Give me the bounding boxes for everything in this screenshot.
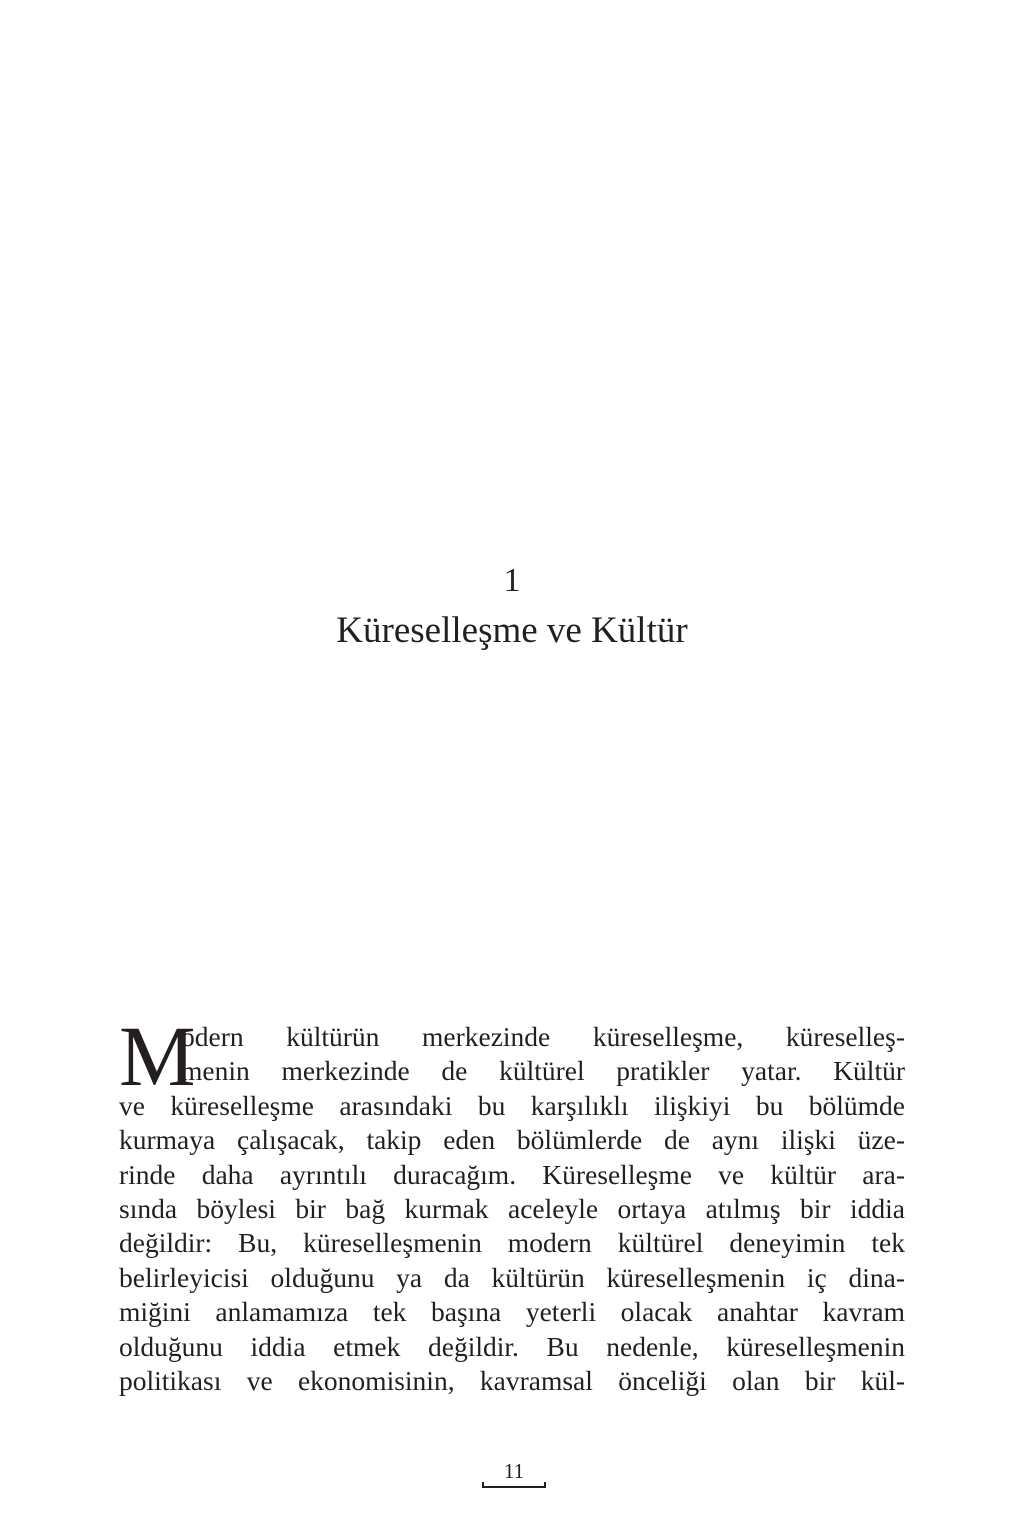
- drop-cap: M: [119, 1008, 196, 1104]
- page-number: 11: [503, 1459, 525, 1483]
- text-line: kurmaya çalışacak, takip eden bölümlerde de aynı ilişki üze-: [119, 1124, 905, 1156]
- body-paragraph: [119, 1008, 905, 1398]
- text-line: menin merkezinde de kültürel pratikler yatar. Kültür: [181, 1055, 905, 1087]
- text-line: rinde daha ayrıntılı duracağım. Küreselleşme ve kültür ara-: [119, 1158, 905, 1190]
- page-footer: [482, 1458, 546, 1488]
- text-line: odern kültürün merkezinde küreselleşme, küreselleş-: [181, 1021, 905, 1052]
- text-line: miğini anlamamıza tek başına yeterli olacak anahtar kavram: [119, 1296, 905, 1328]
- text-line: ve küreselleşme arasındaki bu karşılıklı ilişkiyi bu bölümde: [119, 1089, 905, 1121]
- text-line: sında böylesi bir bağ kurmak aceleyle ortaya atılmış bir iddia: [119, 1192, 905, 1224]
- page-number-rule: [482, 1482, 546, 1488]
- chapter-heading: [0, 556, 1024, 656]
- chapter-title: Küreselleşme ve Kültür: [336, 610, 688, 651]
- chapter-number: 1: [503, 562, 521, 599]
- text-line: politikası ve ekonomisinin, kavramsal önceliği olan bir kül-: [119, 1364, 905, 1396]
- text-line: belirleyicisi olduğunu ya da kültürün küreselleşmenin iç dina-: [119, 1261, 905, 1293]
- text-line: değildir: Bu, küreselleşmenin modern kültürel deneyimin tek: [119, 1227, 905, 1259]
- text-line: olduğunu iddia etmek değildir. Bu nedenle, küreselleşmenin: [119, 1330, 905, 1362]
